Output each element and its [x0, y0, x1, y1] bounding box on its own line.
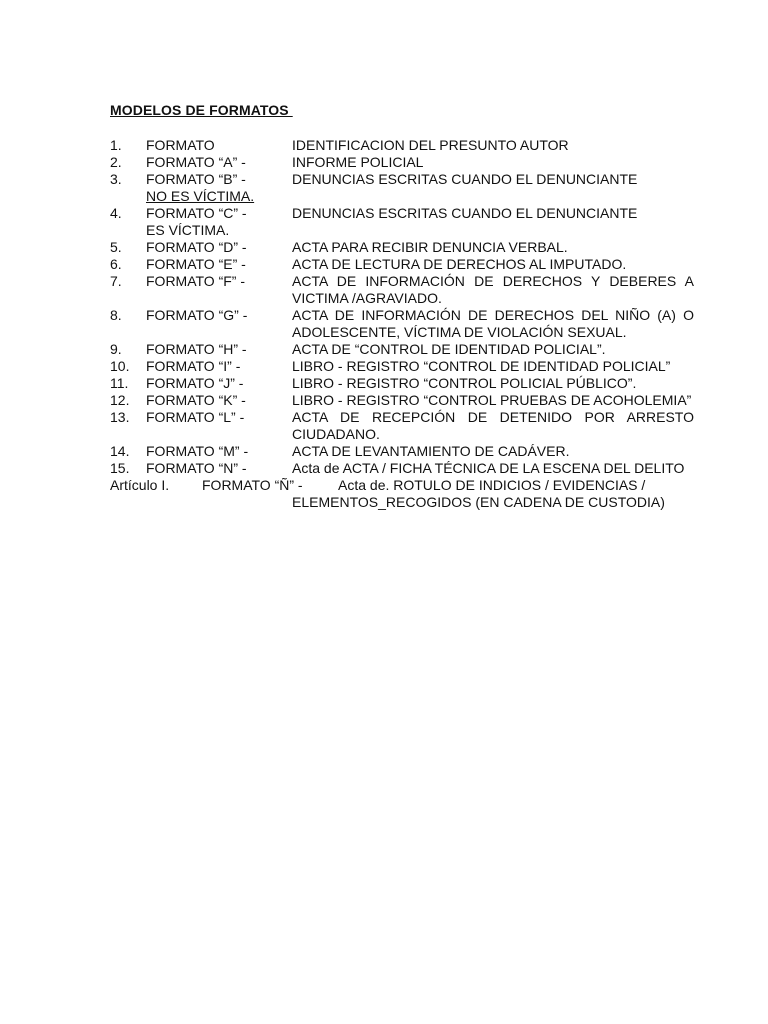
item-number: 6. [110, 256, 122, 272]
item-number: 14. [110, 443, 130, 459]
list-item [110, 460, 694, 477]
item-format-label: FORMATO “H” - [146, 341, 247, 357]
item-number: 5. [110, 239, 122, 255]
item-description: Acta de ACTA / FICHA TÉCNICA DE LA ESCENA DEL DELITO [292, 460, 685, 476]
item-format-label: FORMATO “B” - [146, 171, 246, 187]
item-format-label: FORMATO “D” - [146, 239, 247, 255]
formats-list [110, 137, 694, 511]
document-title: MODELOS DE FORMATOS [110, 102, 293, 118]
item-description: ACTA DE LECTURA DE DERECHOS AL IMPUTADO. [292, 256, 627, 272]
item-number: 12. [110, 392, 130, 408]
item-number: 9. [110, 341, 122, 357]
item-number: 1. [110, 137, 122, 153]
item-format-label: FORMATO “F” - [146, 273, 246, 289]
list-item [110, 154, 694, 171]
item-description: ACTA PARA RECIBIR DENUNCIA VERBAL. [292, 239, 568, 255]
item-description: INFORME POLICIAL [292, 154, 424, 170]
item-number: 4. [110, 205, 122, 221]
article-description-continuation: ELEMENTOS_RECOGIDOS (EN CADENA DE CUSTODIA) [292, 494, 665, 510]
item-description: LIBRO - REGISTRO “CONTROL POLICIAL PÚBLICO”. [292, 375, 637, 391]
item-description: LIBRO - REGISTRO “CONTROL PRUEBAS DE ACOHOLEMIA” [292, 392, 692, 408]
list-item [110, 392, 694, 409]
item-format-label: FORMATO “I” - [146, 358, 241, 374]
item-description: DENUNCIAS ESCRITAS CUANDO EL DENUNCIANTE [292, 205, 638, 221]
list-item [110, 341, 694, 358]
item-format-label: FORMATO “G” - [146, 307, 248, 323]
item-format-label: FORMATO “L” - [146, 409, 245, 425]
item-description: ACTA DE INFORMACIÓN DE DERECHOS DEL NIÑO (A) O ADOLESCENTE, VÍCTIMA DE VIOLACIÓN SEXUAL. [292, 307, 694, 340]
list-item [110, 307, 694, 341]
list-item [110, 375, 694, 392]
item-number: 8. [110, 307, 122, 323]
item-number: 10. [110, 358, 130, 374]
item-description-continuation: NO ES VÍCTIMA. [146, 188, 255, 204]
item-number: 11. [110, 375, 129, 391]
article-format-label: FORMATO “Ñ” - [202, 477, 303, 493]
item-number: 2. [110, 154, 122, 170]
item-format-label: FORMATO “M” - [146, 443, 249, 459]
item-format-label: FORMATO “K” - [146, 392, 246, 408]
item-number: 3. [110, 171, 122, 187]
item-description: LIBRO - REGISTRO “CONTROL DE IDENTIDAD POLICIAL” [292, 358, 671, 374]
article-label: Artículo I. [110, 477, 170, 493]
item-description: ACTA DE LEVANTAMIENTO DE CADÁVER. [292, 443, 570, 459]
item-format-label: FORMATO “A” - [146, 154, 246, 170]
article-description: Acta de. ROTULO DE INDICIOS / EVIDENCIAS / [338, 477, 646, 493]
list-item [110, 273, 694, 307]
item-description: ACTA DE INFORMACIÓN DE DERECHOS Y DEBERES A VICTIMA /AGRAVIADO. [292, 273, 694, 306]
list-item [110, 409, 694, 443]
item-description: ACTA DE “CONTROL DE IDENTIDAD POLICIAL”. [292, 341, 606, 357]
list-item [110, 239, 694, 256]
item-format-label: FORMATO “J” - [146, 375, 244, 391]
item-format-label: FORMATO “E” - [146, 256, 246, 272]
item-description: IDENTIFICACION DEL PRESUNTO AUTOR [292, 137, 569, 153]
item-description-continuation: ES VÍCTIMA. [146, 222, 230, 238]
item-format-label: FORMATO “N” - [146, 460, 247, 476]
list-item [110, 137, 694, 154]
list-item [110, 358, 694, 375]
item-description: ACTA DE RECEPCIÓN DE DETENIDO POR ARRESTO CIUDADANO. [292, 409, 694, 442]
list-item [110, 256, 694, 273]
item-number: 7. [110, 273, 122, 289]
item-format-label: FORMATO “C” - [146, 205, 247, 221]
item-number: 13. [110, 409, 130, 425]
item-number: 15. [110, 460, 130, 476]
list-item [110, 443, 694, 460]
item-description: DENUNCIAS ESCRITAS CUANDO EL DENUNCIANTE [292, 171, 638, 187]
article-item [110, 477, 694, 511]
list-item [110, 205, 694, 239]
item-format-label: FORMATO [146, 137, 215, 153]
list-item [110, 171, 694, 205]
